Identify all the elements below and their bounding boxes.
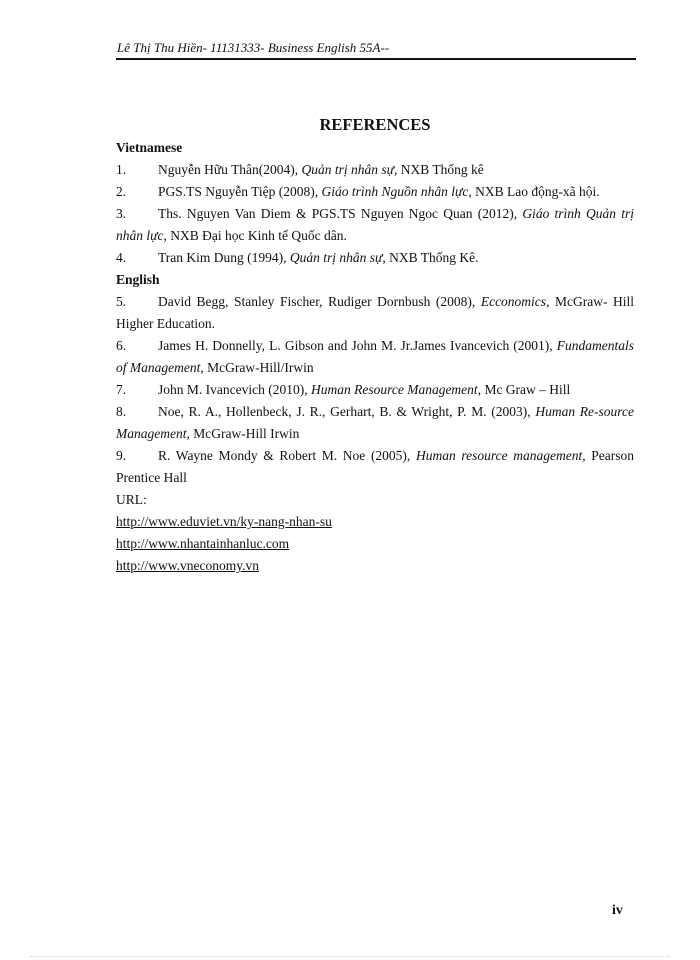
reference-publisher: , NXB Thống kê: [394, 162, 484, 177]
reference-text: Ths. Nguyen Van Diem & PGS.TS Nguyen Ngoc Quan (2012),: [158, 206, 523, 221]
reference-2: [116, 181, 634, 203]
reference-number: 9.: [116, 448, 127, 463]
reference-4: [116, 247, 634, 269]
reference-publisher: , NXB Lao động-xã hội.: [468, 184, 600, 199]
reference-title: Human resource management: [415, 448, 583, 463]
reference-publisher: , NXB Đại học Kinh tế Quốc dân.: [163, 228, 347, 243]
reference-text: David Begg, Stanley Fischer, Rudiger Dornbush (2008),: [158, 294, 481, 309]
reference-text: James H. Donnelly, L. Gibson and John M. Jr.James Ivancevich (2001),: [158, 338, 557, 353]
reference-publisher: , McGraw-Hill Irwin: [186, 426, 300, 441]
section-heading-english: English: [116, 272, 160, 287]
reference-title: Quản trị nhân sự: [301, 162, 395, 177]
section-heading-vietnamese: Vietnamese: [116, 140, 183, 155]
reference-6: [116, 335, 634, 379]
reference-text: PGS.TS Nguyễn Tiệp (2008),: [158, 184, 322, 199]
reference-publisher: , McGraw- Hill Higher Education.: [116, 294, 634, 331]
url-link-nhantainhanluc[interactable]: http://www.nhantainhanluc.com: [116, 536, 290, 551]
reference-title: Ecconomics: [480, 294, 547, 309]
page-number: iv: [612, 903, 623, 918]
reference-publisher: , Pearson Prentice Hall: [116, 448, 634, 485]
reference-text: Noe, R. A., Hollenbeck, J. R., Gerhart, B. & Wright, P. M. (2003),: [158, 404, 536, 419]
reference-number: 6.: [116, 338, 127, 353]
url-link-vneconomy[interactable]: http://www.vneconomy.vn: [116, 558, 259, 573]
reference-1: [116, 159, 634, 181]
reference-title: Giáo trình Quản trị nhân lực: [116, 206, 634, 243]
page-bottom-border: [30, 956, 670, 957]
reference-text: R. Wayne Mondy & Robert M. Noe (2005),: [158, 448, 416, 463]
reference-3: [116, 203, 634, 247]
reference-number: 3.: [116, 206, 127, 221]
reference-number: 4.: [116, 250, 127, 265]
reference-5: [116, 291, 634, 335]
reference-title: Fundamentals of Management: [116, 338, 634, 375]
url-link-eduviet[interactable]: http://www.eduviet.vn/ky-nang-nhan-su: [116, 514, 332, 529]
reference-number: 1.: [116, 162, 127, 177]
section-heading-url: URL:: [116, 492, 147, 507]
reference-title: Quản trị nhân sự: [289, 250, 383, 265]
page-title: REFERENCES: [319, 115, 431, 134]
reference-publisher: , NXB Thống Kê.: [382, 250, 479, 265]
reference-number: 7.: [116, 382, 127, 397]
reference-text: Tran Kim Dung (1994),: [158, 250, 290, 265]
reference-number: 5.: [116, 294, 127, 309]
reference-title: Human Resource Management: [310, 382, 478, 397]
header-rule: [116, 58, 636, 60]
reference-title: Giáo trình Nguồn nhân lực: [321, 184, 469, 199]
reference-title: Human Re-source Management: [116, 404, 634, 441]
reference-text: Nguyễn Hữu Thân(2004),: [158, 162, 302, 177]
reference-text: John M. Ivancevich (2010),: [158, 382, 311, 397]
reference-publisher: , McGraw-Hill/Irwin: [200, 360, 314, 375]
reference-number: 2.: [116, 184, 127, 199]
references-body: [116, 137, 634, 577]
reference-number: 8.: [116, 404, 127, 419]
reference-9: [116, 445, 634, 489]
reference-8: [116, 401, 634, 445]
running-header: Lê Thị Thu Hiền- 11131333- Business English 55A--: [117, 40, 390, 55]
reference-7: [116, 379, 634, 401]
reference-publisher: , Mc Graw – Hill: [477, 382, 571, 397]
